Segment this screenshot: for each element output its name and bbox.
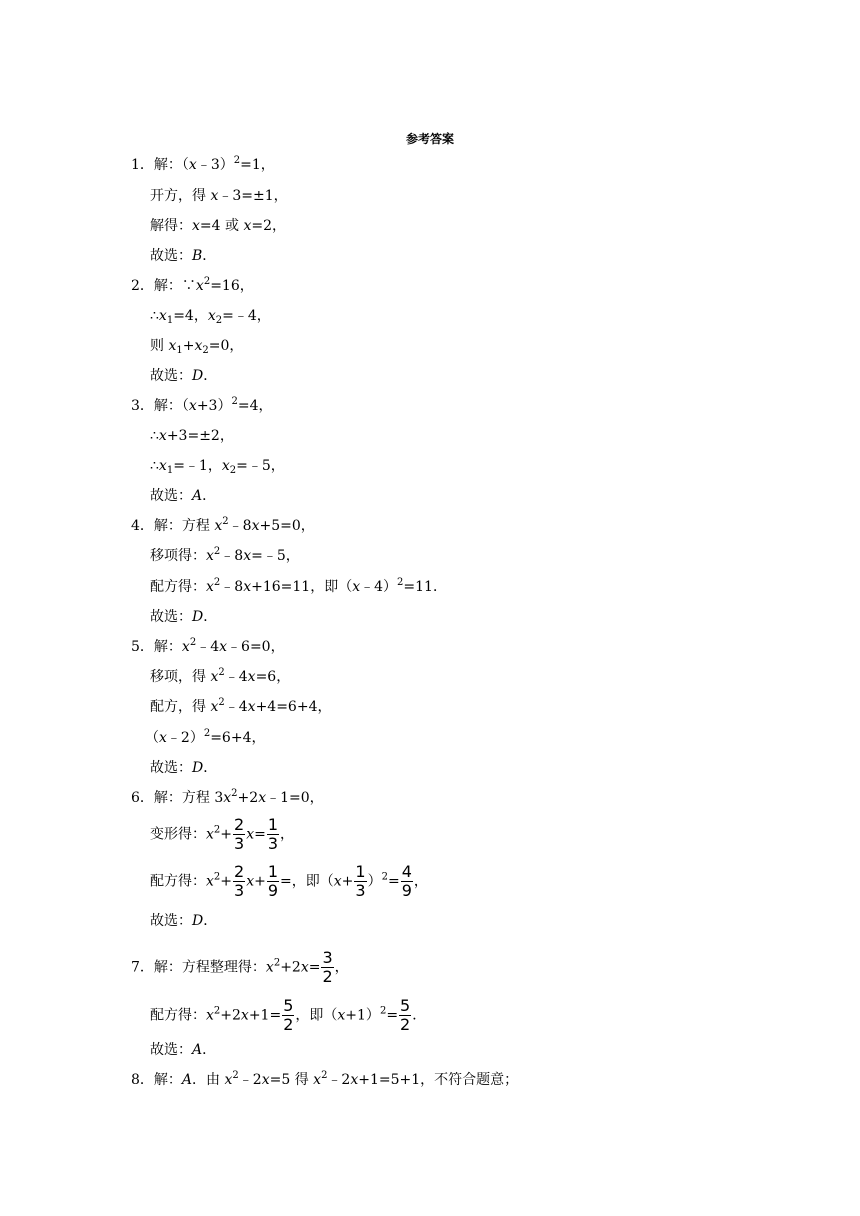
q5-line1: 5．解：$x^2﹣4x﹣6=0$， — [131, 637, 285, 655]
q4-answer: 故选：D． — [150, 609, 218, 625]
q4-line2: 移项得：$x^2﹣8x=﹣5$， — [150, 546, 300, 564]
q6-line2: 变形得：$x^2+$ $\frac{2}{3}$ x= $\frac{1}{3}$ ， — [150, 815, 295, 853]
fraction-1-9: $\frac{1}{9}$ — [267, 862, 279, 900]
q8-line1: 8．解：A．由 $x^2﹣2x=5$ 得 $x^2﹣2x+1=5+1$，不符合题意； — [131, 1070, 519, 1088]
page-title: 参考答案 — [405, 132, 454, 146]
q3-line3: $\therefore x_1=﹣1$，$x_2=﹣5$， — [150, 458, 285, 476]
q3-answer: 故选：A． — [150, 488, 217, 504]
fraction-1-3: $\frac{1}{3}$ — [355, 862, 366, 900]
q7-answer: 故选：A． — [150, 1042, 217, 1058]
q2-answer: 故选：D． — [150, 368, 218, 384]
q2-line1: 2．解：$\because x^2=16$， — [131, 276, 254, 294]
q2-line3: 则 $x_1+x_2=0$， — [150, 338, 244, 356]
q6-answer: 故选：D． — [150, 913, 218, 929]
q4-line3: 配方得：$x^2﹣8x+16=11$，即（x﹣4）$^2$=11． — [150, 577, 447, 595]
q2-line2: $\therefore x_1=4$，$x_2=﹣4$， — [150, 308, 271, 326]
q5-line3: 配方，得 $x^2﹣4x+4=6+4$， — [150, 697, 332, 715]
q6-line3: 配方得：$x^2+$ $\frac{2}{3}$ x+ $\frac{1}{9}$ =，即（x+ $\frac{1}{3}$ ）$^2$= $\frac{4}{9}$ ， — [150, 862, 428, 900]
q3-line2: ∴x+3=±2， — [150, 428, 234, 444]
q6-line1: 6．解：方程 $3x^2+2x﹣1=0$， — [131, 788, 324, 806]
fraction-2-3: $\frac{2}{3}$ — [234, 815, 245, 853]
q5-line4: （x﹣2）$^2$=6+4， — [145, 728, 266, 746]
q3-line1: 3．解：$(x+3)^2=4$， — [131, 396, 273, 414]
q7-line1: 7．解：方程整理得：$x^2+2x=$ $\frac{3}{2}$ ， — [131, 948, 349, 986]
q1-line3: 解得：x=4 或 x=2， — [150, 218, 286, 234]
q1-line2: 开方，得 x﹣3=±1， — [150, 188, 288, 204]
q7-line2: 配方得：$x^2+2x+1=$ $\frac{5}{2}$ ，即$(x+1)^2=$ $\frac{5}{2}$ ． — [150, 996, 427, 1034]
q5-answer: 故选：D． — [150, 760, 218, 776]
fraction-1-3: $\frac{1}{3}$ — [267, 815, 279, 853]
q1-line1: 1．解：（x﹣3）$^2$=1， — [131, 155, 275, 173]
q5-line2: 移项，得 $x^2﹣4x=6$， — [150, 667, 291, 685]
fraction-3-2: $\frac{3}{2}$ — [322, 948, 333, 986]
fraction-5-2: $\frac{5}{2}$ — [400, 996, 411, 1034]
q1-answer: 故选：B． — [150, 248, 217, 264]
fraction-2-3: $\frac{2}{3}$ — [234, 862, 245, 900]
fraction-4-9: $\frac{4}{9}$ — [401, 862, 412, 900]
fraction-5-2: $\frac{5}{2}$ — [283, 996, 294, 1034]
q4-line1: 4．解：方程 $x^2﹣8x+5=0$， — [131, 516, 315, 534]
